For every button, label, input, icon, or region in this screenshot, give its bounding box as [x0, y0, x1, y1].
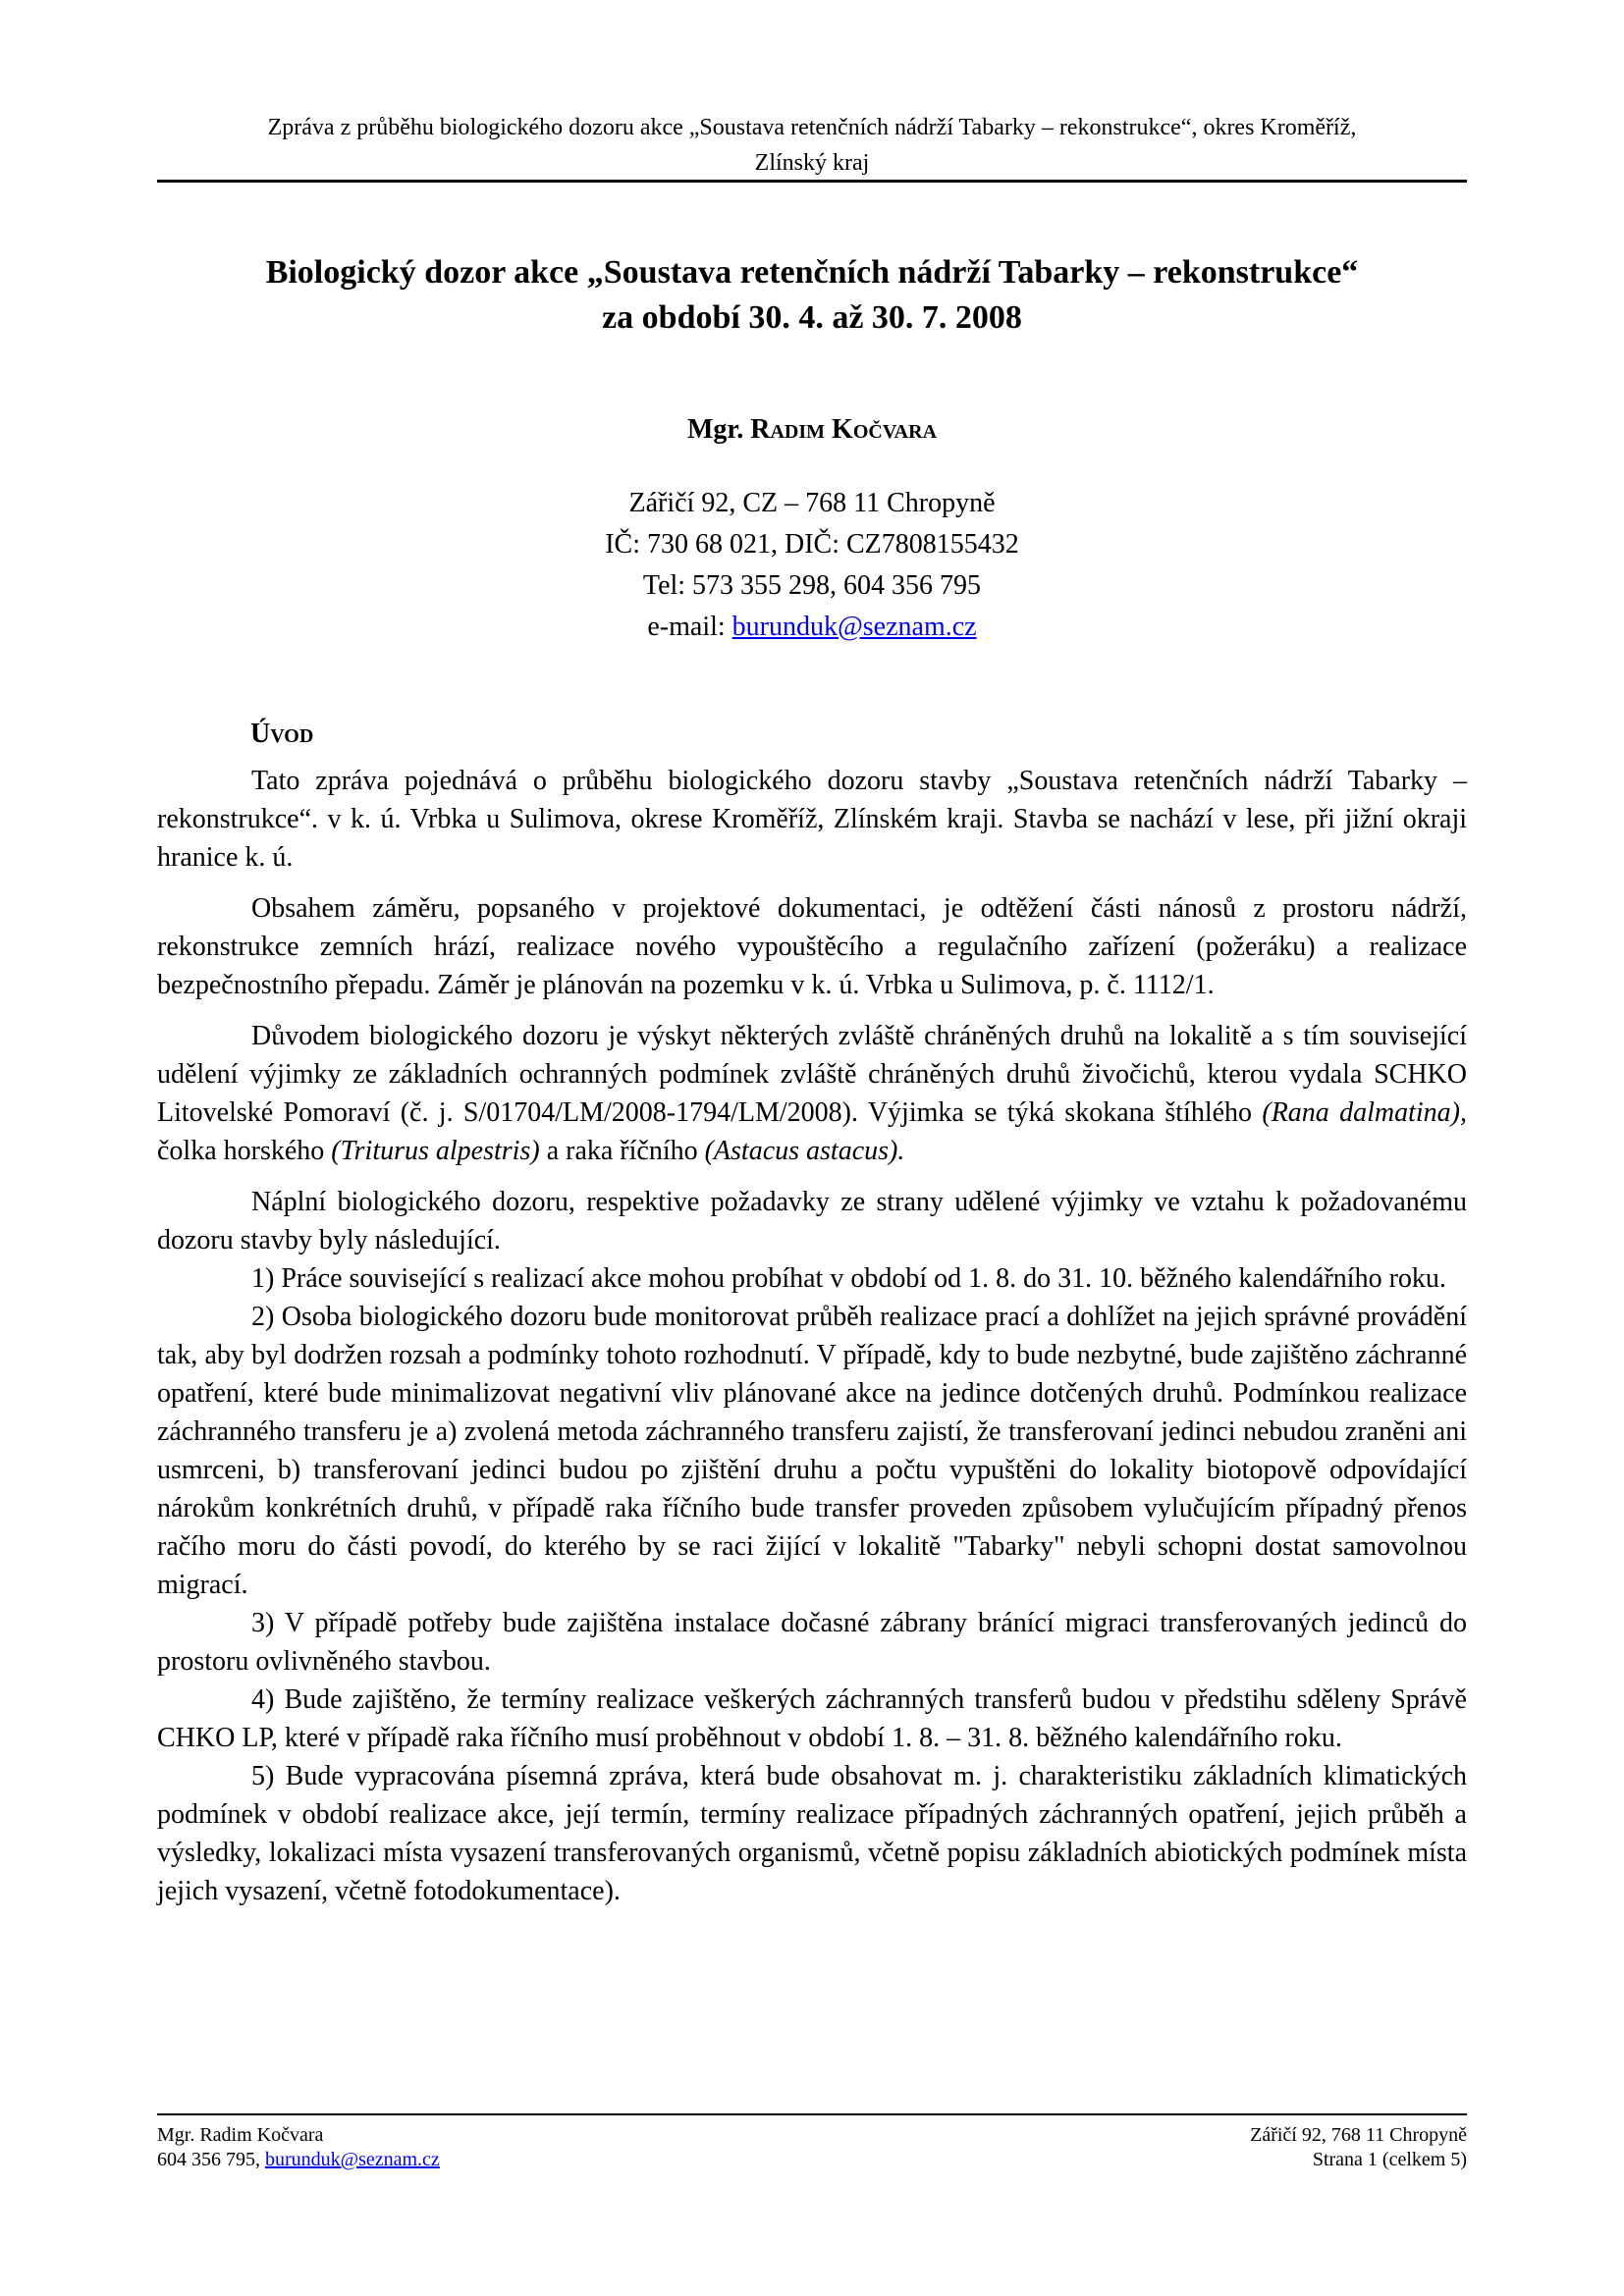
contact-address: Zářičí 92, CZ – 768 11 Chropyně [628, 488, 996, 518]
footer-phone: 604 356 795, [157, 2149, 265, 2170]
contact-ids: IČ: 730 68 021, DIČ: CZ7808155432 [605, 529, 1019, 560]
author-full-name: Radim Kočvara [750, 414, 938, 445]
list-item-5: 5) Bude vypracována písemná zpráva, která bude obsahovat m. j. charakteristiku základních klimatických podmínek v období realizace akce, její termín, termíny realizace případných záchranných opatření, jejich průběh a výsledky, lokalizaci místa vysazení transferovaných organismů, včetně popisu základních abiotických podmínek místa jejich vysazení, včetně fotodokumentace). [157, 1761, 1467, 1906]
body-text [157, 762, 1467, 1910]
author-prefix: Mgr. [686, 414, 744, 445]
paragraph-2: Obsahem záměru, popsaného v projektové dokumentaci, je odtěžení části nánosů z prostoru nádrží, rekonstrukce zemních hrází, realizace nového vypouštěcího a regulačního zařízení (požeráku) a realizace bezpečnostního přepadu. Záměr je plánován na pozemku v k. ú. Vrbka u Sulimova, p. č. 1112/1. [157, 893, 1467, 1000]
footer-left [157, 2123, 440, 2172]
footer-right [1250, 2123, 1467, 2172]
paragraph-4: Náplní biologického dozoru, respektive požadavky ze strany udělené výjimky ve vztahu k požadovanému dozoru stavby byly následující. [157, 1187, 1467, 1255]
contact-email-link[interactable]: burunduk@seznam.cz [731, 612, 977, 642]
document-title-line-1: Biologický dozor akce „Soustava retenčních nádrží Tabarky – rekonstrukce“ [265, 254, 1359, 291]
author-name [157, 412, 1467, 448]
document-title [157, 250, 1467, 341]
running-header-line-2: Zlínský kraj [754, 150, 870, 176]
document-title-line-2: za období 30. 4. až 30. 7. 2008 [602, 299, 1022, 336]
paragraph-3 [157, 1017, 1467, 1170]
contact-email-line [157, 607, 1467, 648]
paragraph-3-text-a: Důvodem biologického dozoru je výskyt některých zvláště chráněných druhů na lokalitě a s tím související udělení výjimky ze základních ochranných podmínek zvláště chráněných druhů živočichů, kterou vydala SCHKO Litovelské Pomoraví (č. j. S/01704/LM/2008-1794/LM/2008). Výjimka se týká skokana štíhlého [157, 1021, 1467, 1128]
footer-contact [157, 2148, 440, 2172]
paragraph-1: Tato zpráva pojednává o průběhu biologického dozoru stavby „Soustava retenčních nádrží Tabarky – rekonstrukce“. v k. ú. Vrbka u Sulimova, okrese Kroměříž, Zlínském kraji. Stavba se nachází v lese, při jižní okraji hranice k. ú. [157, 766, 1467, 873]
contact-phone: Tel: 573 355 298, 604 356 795 [642, 570, 982, 601]
contact-email-label: e-mail: [647, 612, 732, 642]
list-item-1: 1) Práce související s realizací akce mohou probíhat v období od 1. 8. do 31. 10. běžného kalendářního roku. [251, 1263, 1446, 1294]
footer-rule [157, 2113, 1467, 2115]
footer-email-link[interactable]: burunduk@seznam.cz [265, 2149, 440, 2170]
list-item-3: 3) V případě potřeby bude zajištěna instalace dočasné zábrany bránící migraci transferovaných jedinců do prostoru ovlivněného stavbou. [157, 1608, 1467, 1677]
species-astacus: (Astacus astacus). [704, 1136, 905, 1166]
paragraph-3-text-c: a raka říčního [539, 1136, 705, 1166]
running-header-line-1: Zpráva z průběhu biologického dozoru akce „Soustava retenčních nádrží Tabarky – rekonstrukce“, okres Kroměříž, [267, 115, 1357, 140]
contact-block [157, 483, 1467, 648]
paragraph-3-text-b: čolka horského [157, 1136, 332, 1166]
list-item-4: 4) Bude zajištěno, že termíny realizace veškerých záchranných transferů budou v předstihu sděleny Správě CHKO LP, které v případě raka říčního musí proběhnout v období 1. 8. – 31. 8. běžného kalendářního roku. [157, 1684, 1467, 1753]
footer-page-number: Strana 1 (celkem 5) [1312, 2149, 1467, 2170]
running-header [157, 110, 1467, 181]
species-triturus: (Triturus alpestris) [331, 1136, 540, 1166]
section-heading: Úvod [250, 719, 314, 749]
footer-author: Mgr. Radim Kočvara [157, 2124, 324, 2146]
list-item-2: 2) Osoba biologického dozoru bude monitorovat průběh realizace prací a dohlížet na jejich správné provádění tak, aby byl dodržen rozsah a podmínky tohoto rozhodnutí. V případě, kdy to bude nezbytné, bude zajištěno záchranné opatření, které bude minimalizovat negativní vliv plánované akce na jedince dotčených druhů. Podmínkou realizace záchranného transferu je a) zvolená metoda záchranného transferu zajistí, že transferovaní jedinci nebudou zraněni ani usmrceni, b) transferovaní jedinci budou po zjištění druhu a počtu vypuštěni do lokality biotopově odpovídající nárokům konkrétních druhů, v případě raka říčního bude transfer proveden způsobem vylučujícím případný přenos račího moru do části povodí, do kterého by se raci žijící v lokalitě "Tabarky" nebyli schopni dostat samovolnou migrací. [157, 1302, 1467, 1600]
header-rule [157, 180, 1467, 183]
footer-address: Zářičí 92, 768 11 Chropyně [1250, 2124, 1467, 2146]
species-rana: (Rana dalmatina), [1262, 1097, 1468, 1128]
